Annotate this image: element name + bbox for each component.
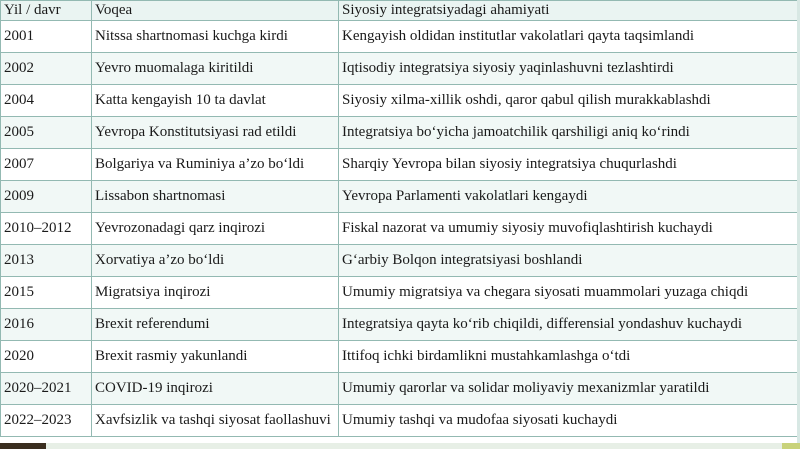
cell-year: 2020–2021	[1, 373, 92, 405]
cell-event: COVID-19 inqirozi	[92, 373, 339, 405]
cell-significance: Iqtisodiy integratsiya siyosiy yaqinlashuvni tezlashtirdi	[339, 53, 798, 85]
table-row	[1, 53, 798, 85]
table-row	[1, 213, 798, 245]
header-event: Voqea	[92, 1, 339, 21]
cell-significance: G‘arbiy Bolqon integratsiyasi boshlandi	[339, 245, 798, 277]
cell-event: Migratsiya inqirozi	[92, 277, 339, 309]
cell-year: 2022–2023	[1, 405, 92, 437]
cell-significance: Siyosiy xilma-xillik oshdi, qaror qabul qilish murakkablashdi	[339, 85, 798, 117]
cell-year: 2005	[1, 117, 92, 149]
cell-year: 2020	[1, 341, 92, 373]
table-row	[1, 117, 798, 149]
cell-significance: Yevropa Parlamenti vakolatlari kengaydi	[339, 181, 798, 213]
cell-event: Katta kengayish 10 ta davlat	[92, 85, 339, 117]
cell-event: Xavfsizlik va tashqi siyosat faollashuvi	[92, 405, 339, 437]
slide-footer-bar	[0, 443, 800, 449]
table-row	[1, 245, 798, 277]
table-row	[1, 149, 798, 181]
cell-year: 2001	[1, 21, 92, 53]
cell-year: 2016	[1, 309, 92, 341]
cell-significance: Sharqiy Yevropa bilan siyosiy integratsiya chuqurlashdi	[339, 149, 798, 181]
cell-year: 2007	[1, 149, 92, 181]
cell-year: 2013	[1, 245, 92, 277]
table-row	[1, 181, 798, 213]
table-row	[1, 405, 798, 437]
table-row	[1, 341, 798, 373]
cell-significance: Umumiy tashqi va mudofaa siyosati kuchaydi	[339, 405, 798, 437]
cell-year: 2010–2012	[1, 213, 92, 245]
cell-year: 2009	[1, 181, 92, 213]
cell-year: 2004	[1, 85, 92, 117]
header-year: Yil / davr	[1, 1, 92, 21]
cell-event: Yevrozonadagi qarz inqirozi	[92, 213, 339, 245]
table-row	[1, 277, 798, 309]
footer-accent-left	[0, 443, 46, 449]
cell-significance: Umumiy qarorlar va solidar moliyaviy mexanizmlar yaratildi	[339, 373, 798, 405]
cell-significance: Kengayish oldidan institutlar vakolatlari qayta taqsimlandi	[339, 21, 798, 53]
table-row	[1, 21, 798, 53]
cell-event: Lissabon shartnomasi	[92, 181, 339, 213]
cell-significance: Umumiy migratsiya va chegara siyosati muammolari yuzaga chiqdi	[339, 277, 798, 309]
cell-year: 2002	[1, 53, 92, 85]
cell-significance: Integratsiya qayta ko‘rib chiqildi, differensial yondashuv kuchaydi	[339, 309, 798, 341]
cell-significance: Integratsiya bo‘yicha jamoatchilik qarshiligi aniq ko‘rindi	[339, 117, 798, 149]
cell-event: Xorvatiya a’zo bo‘ldi	[92, 245, 339, 277]
cell-event: Nitssa shartnomasi kuchga kirdi	[92, 21, 339, 53]
table-row	[1, 309, 798, 341]
cell-event: Yevro muomalaga kiritildi	[92, 53, 339, 85]
footer-accent-right	[782, 443, 800, 449]
cell-year: 2015	[1, 277, 92, 309]
cell-event: Yevropa Konstitutsiyasi rad etildi	[92, 117, 339, 149]
cell-event: Brexit referendumi	[92, 309, 339, 341]
header-significance: Siyosiy integratsiyadagi ahamiyati	[339, 1, 798, 21]
cell-significance: Fiskal nazorat va umumiy siyosiy muvofiqlashtirish kuchaydi	[339, 213, 798, 245]
table-header-row	[1, 1, 798, 21]
cell-event: Bolgariya va Ruminiya a’zo bo‘ldi	[92, 149, 339, 181]
table-row	[1, 85, 798, 117]
table-row	[1, 373, 798, 405]
cell-significance: Ittifoq ichki birdamlikni mustahkamlashga o‘tdi	[339, 341, 798, 373]
cell-event: Brexit rasmiy yakunlandi	[92, 341, 339, 373]
